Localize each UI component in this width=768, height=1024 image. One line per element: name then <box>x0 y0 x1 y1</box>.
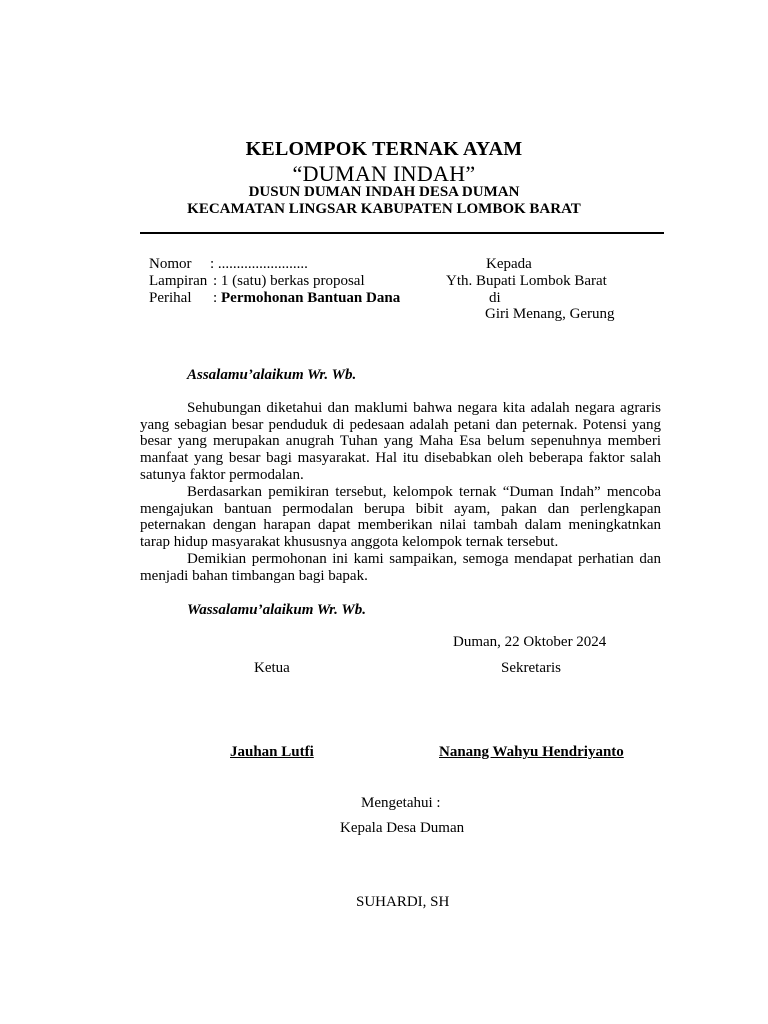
recipient-line-2: Yth. Bupati Lombok Barat <box>446 273 607 289</box>
paragraph-2: Berdasarkan pemikiran tersebut, kelompok ternak “Duman Indah” mencoba mengajukan bantuan permodalan berupa bibit ayam, pakan dan perlengkapan peternakan dengan harapan dapat memberikan nilai tambah dalam meningkatnkan tarap hidup masyarakat khususnya anggota kelompok ternak tersebut. <box>140 484 661 551</box>
organization-title: KELOMPOK TERNAK AYAM <box>245 138 523 160</box>
perihal-value: Permohonan Bantuan Dana <box>221 290 401 306</box>
recipient-line-4: Giri Menang, Gerung <box>485 306 615 322</box>
header-divider <box>140 232 664 234</box>
perihal-label: Perihal <box>149 290 192 306</box>
recipient-line-3: di <box>489 290 501 306</box>
organization-name: “DUMAN INDAH” <box>292 161 476 186</box>
perihal-colon: : <box>213 290 218 306</box>
lampiran-label: Lampiran <box>149 273 208 289</box>
acknowledged-label: Mengetahui : <box>361 795 441 811</box>
lampiran-value: : 1 (satu) berkas proposal <box>213 273 365 289</box>
paragraph-3: Demikian permohonan ini kami sampaikan, semoga mendapat perhatian dan menjadi bahan timbangan bagi bapak. <box>140 551 661 584</box>
left-signer-role: Ketua <box>254 660 290 676</box>
address-line-2: KECAMATAN LINGSAR KABUPATEN LOMBOK BARAT <box>187 201 581 217</box>
village-head-name: SUHARDI, SH <box>356 894 450 910</box>
paragraph-1: Sehubungan diketahui dan maklumi bahwa negara kita adalah negara agraris yang sebagian besar penduduk di pedesaan adalah petani dan peternak. Potensi yang besar yang merupakan anugrah Tuhan yang Maha Esa belum sepenuhnya memberi manfaat yang besar bagi masyarakat. Hal itu disebabkan oleh beberapa faktor salah satunya faktor permodalan. <box>140 400 661 483</box>
recipient-line-1: Kepada <box>486 256 532 272</box>
left-signer-name: Jauhan Lutfi <box>230 744 314 760</box>
nomor-value: : ........................ <box>210 256 308 272</box>
address-line-1: DUSUN DUMAN INDAH DESA DUMAN <box>248 184 520 200</box>
greeting: Assalamu’alaikum Wr. Wb. <box>187 367 357 383</box>
right-signer-role: Sekretaris <box>501 660 561 676</box>
right-signer-name: Nanang Wahyu Hendriyanto <box>439 744 624 760</box>
closing-greeting: Wassalamu’alaikum Wr. Wb. <box>187 602 366 618</box>
village-head-title: Kepala Desa Duman <box>340 820 465 836</box>
place-date: Duman, 22 Oktober 2024 <box>453 634 607 650</box>
nomor-label: Nomor <box>149 256 192 272</box>
